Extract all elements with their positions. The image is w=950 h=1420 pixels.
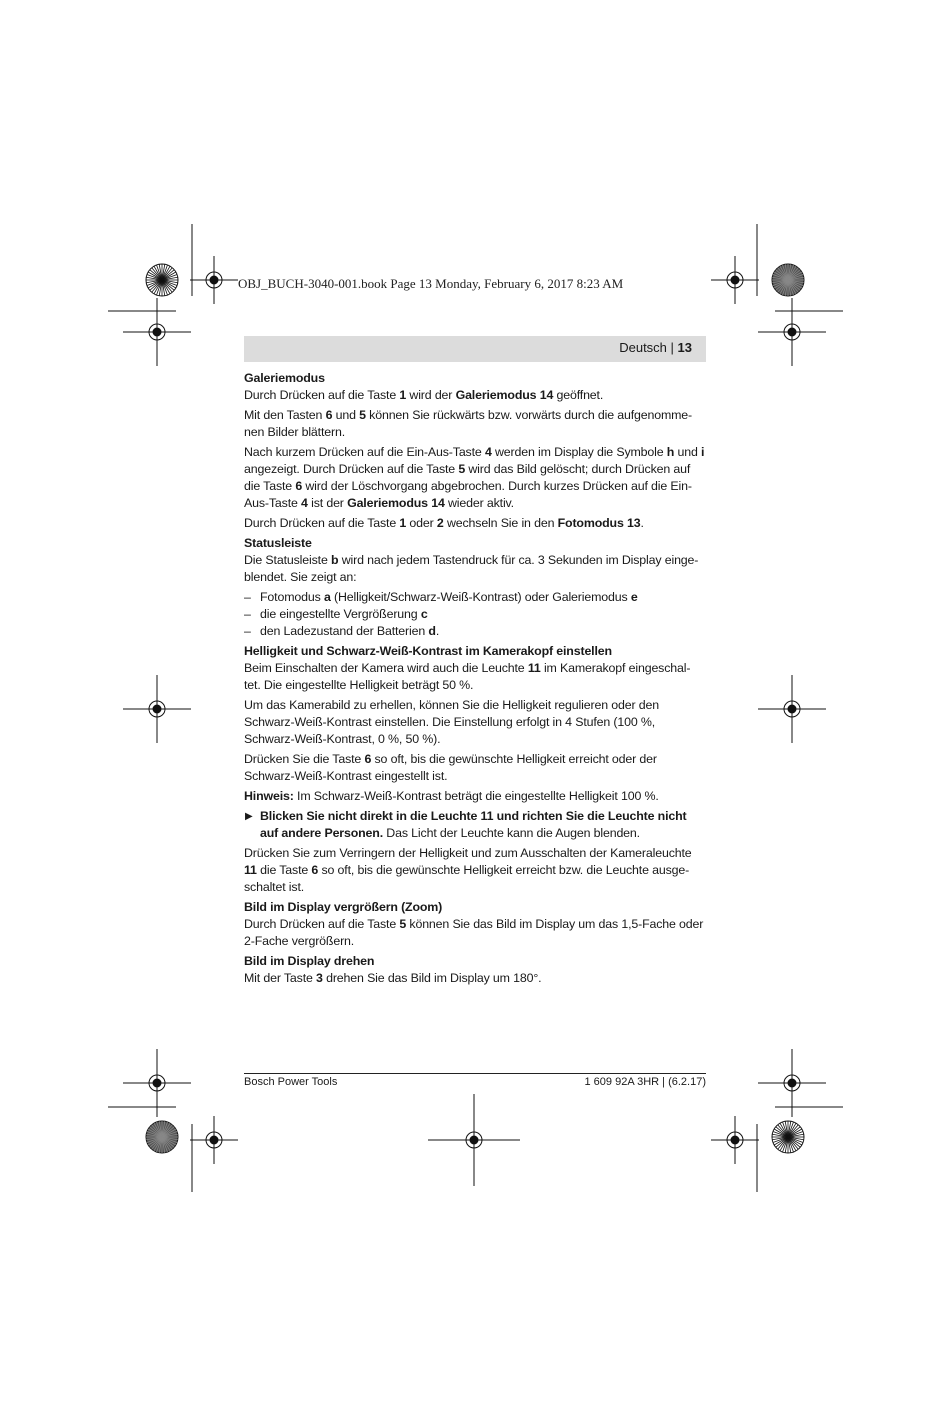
paragraph: Drücken Sie die Taste 6 so oft, bis die gewünschte Helligkeit erreicht oder der Schwarz-Weiß-Kontrast eingestellt ist. [244,752,657,783]
footer-rule [244,1073,706,1074]
page-body [244,370,706,990]
paragraph: Mit den Tasten 6 und 5 können Sie rückwärts bzw. vorwärts durch die aufgenomme-nen Bilder blättern. [244,408,693,439]
registration-target-icon [758,298,826,366]
paragraph: Durch Drücken auf die Taste 1 oder 2 wechseln Sie in den Fotomodus 13. [244,516,644,530]
section-heading-galeriemodus: Galeriemodus [244,371,325,385]
page-header [619,340,692,355]
paragraph: Durch Drücken auf die Taste 1 wird der Galeriemodus 14 geöffnet. [244,388,604,402]
page-header-bar [244,336,706,362]
registration-target-icon [711,256,759,304]
list-item: – Fotomodus a (Helligkeit/Schwarz-Weiß-Kontrast) oder Galeriemodus e [244,589,706,606]
warning-arrow-icon: ▶ [245,811,253,822]
registration-target-icon [123,675,191,743]
note-label: Hinweis: [244,789,294,803]
registration-starburst-icon [146,264,178,296]
print-slug-line: OBJ_BUCH-3040-001.book Page 13 Monday, February 6, 2017 8:23 AM [238,276,624,291]
header-separator: | [666,340,678,355]
registration-starburst-icon [146,1121,178,1153]
header-page-number: 13 [677,340,692,355]
registration-target-icon [190,1116,238,1164]
status-list [244,589,706,640]
footer-document-code: 1 609 92A 3HR | (6.2.17) [584,1076,706,1088]
registration-starburst-icon [772,1121,804,1153]
registration-target-icon [428,1094,520,1186]
paragraph: Beim Einschalten der Kamera wird auch die Leuchte 11 im Kamerakopf eingeschal-tet. Die eingestellte Helligkeit beträgt 50 %. [244,661,691,692]
registration-starburst-icon [772,264,804,296]
header-language: Deutsch [619,340,667,355]
registration-target-icon [758,675,826,743]
paragraph: Drücken Sie zum Verringern der Helligkeit und zum Ausschalten der Kameraleuchte 11 die Taste 6 so oft, bis die gewünschte Helligkeit erreicht bzw. die Leuchte ausge-schaltet ist. [244,846,692,894]
section-heading-drehen: Bild im Display drehen [244,954,375,968]
note-paragraph: Hinweis: Im Schwarz-Weiß-Kontrast beträgt die eingestellte Helligkeit 100 %. [244,789,659,803]
paragraph: Nach kurzem Drücken auf die Ein-Aus-Taste 4 werden im Display die Symbole h und i angezeigt. Durch Drücken auf die Taste 5 wird das Bild gelöscht; durch Drücken auf die Taste 6 wird der Löschvorgang abgebrochen. Durch kurzes Drücken auf die Ein-Aus-Taste 4 ist der Galeriemodus 14 wieder aktiv. [244,445,705,510]
list-item: – den Ladezustand der Batterien d. [244,623,706,640]
warning-notice: ▶ Blicken Sie nicht direkt in die Leuchte 11 und richten Sie die Leuchte nicht auf andere Personen. Das Licht der Leuchte kann die Augen blenden. [245,809,687,840]
registration-target-icon [123,298,191,366]
section-heading-zoom: Bild im Display vergrößern (Zoom) [244,900,443,914]
section-heading-statusleiste: Statusleiste [244,536,312,550]
paragraph: Die Statusleiste b wird nach jedem Tastendruck für ca. 3 Sekunden im Display einge-blendet. Sie zeigt an: [244,553,699,584]
footer-publisher: Bosch Power Tools [244,1076,338,1088]
paragraph: Durch Drücken auf die Taste 5 können Sie das Bild im Display um das 1,5-Fache oder 2-Fache vergrößern. [244,917,704,948]
paragraph: Um das Kamerabild zu erhellen, können Sie die Helligkeit regulieren oder den Schwarz-Weiß-Kontrast einstellen. Die Einstellung erfolgt in 4 Stufen (100 %, Schwarz-Weiß-Kontrast, 0 %, 50 %). [244,698,659,746]
registration-target-icon [190,256,238,304]
registration-target-icon [711,1116,759,1164]
section-heading-helligkeit: Helligkeit und Schwarz-Weiß-Kontrast im Kamerakopf einstellen [244,644,612,658]
list-item: – die eingestellte Vergrößerung c [244,606,706,623]
paragraph: Mit der Taste 3 drehen Sie das Bild im Display um 180°. [244,971,542,985]
